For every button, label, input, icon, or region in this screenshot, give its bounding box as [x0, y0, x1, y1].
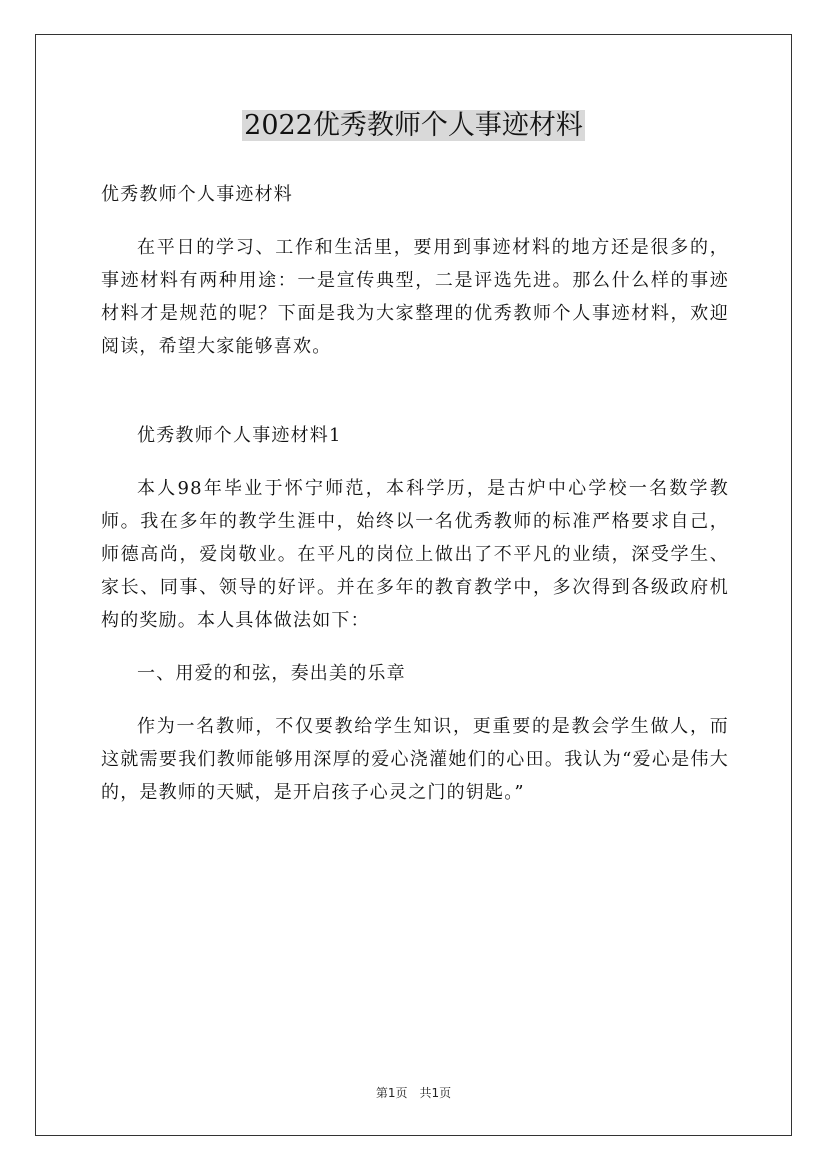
section-heading: 优秀教师个人事迹材料1	[137, 425, 342, 446]
document-body	[101, 178, 729, 809]
section-subheading: 一、用爱的和弦，奏出美的乐章	[137, 663, 406, 684]
page-footer: 第1页 共1页	[375, 1086, 452, 1100]
document-title	[0, 104, 827, 145]
document-subtitle: 优秀教师个人事迹材料	[101, 184, 293, 205]
body-paragraph: 作为一名教师，不仅要教给学生知识，更重要的是教会学生做人，而这就需要我们教师能够用深厚的爱心浇灌她们的心田。我认为“爱心是伟大的，是教师的天赋，是开启孩子心灵之门的钥匙。”	[101, 716, 729, 803]
document-title-text: 2022优秀教师个人事迹材料	[244, 110, 583, 141]
intro-paragraph: 在平日的学习、工作和生活里，要用到事迹材料的地方还是很多的，事迹材料有两种用途：一是宣传典型，二是评选先进。那么什么样的事迹材料才是规范的呢？下面是我为大家整理的优秀教师个人事迹材料，欢迎阅读，希望大家能够喜欢。	[101, 237, 729, 357]
body-paragraph: 本人98年毕业于怀宁师范，本科学历，是古炉中心学校一名数学教师。我在多年的教学生涯中，始终以一名优秀教师的标准严格要求自己，师德高尚，爱岗敬业。在平凡的岗位上做出了不平凡的业绩，深受学生、家长、同事、领导的好评。并在多年的教育教学中，多次得到各级政府机构的奖励。本人具体做法如下：	[101, 478, 729, 631]
